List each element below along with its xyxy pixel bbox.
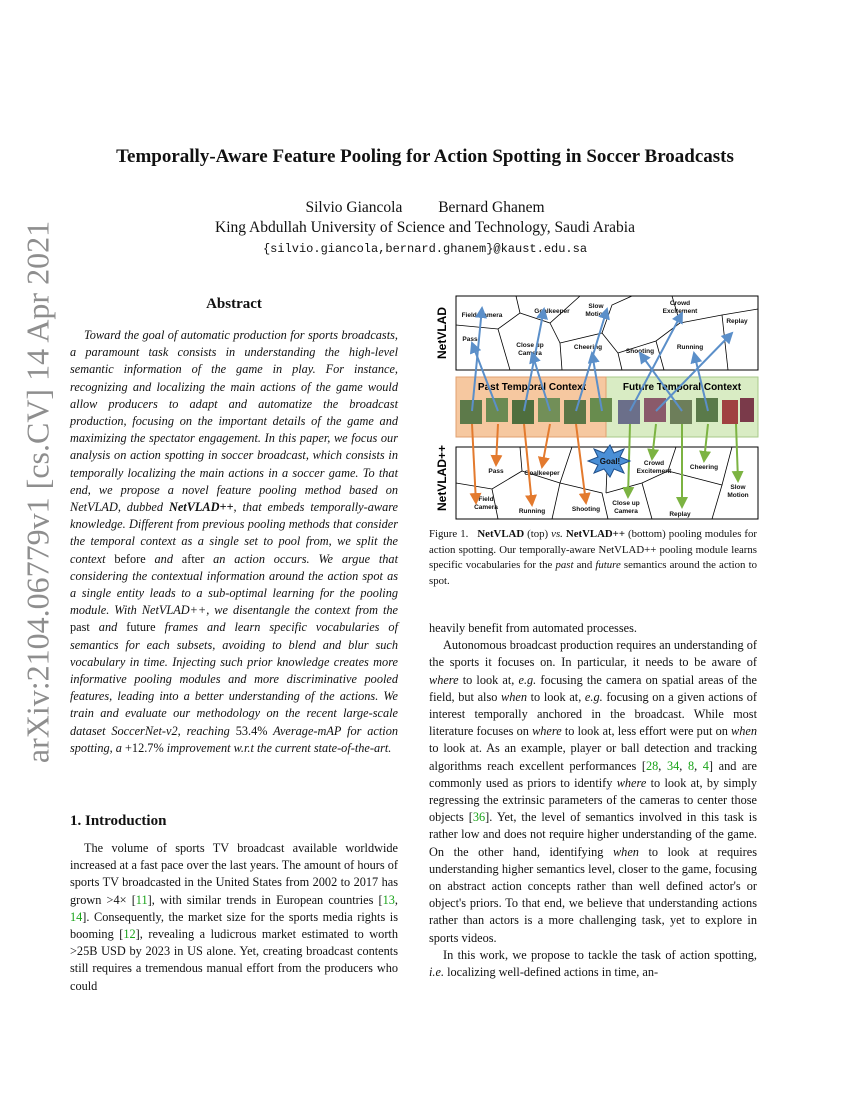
citation-link[interactable]: 8 (687, 758, 695, 773)
netvlad-vocab-box (456, 296, 758, 370)
cell-label: Running (676, 344, 704, 351)
paper-title: Temporally-Aware Feature Pooling for Action Spotting in Soccer Broadcasts (116, 146, 734, 167)
citation-link[interactable]: 4 (702, 758, 709, 773)
author-name: Bernard Ghanem (438, 199, 545, 216)
cell-label: Shooting (625, 348, 655, 355)
citation-link[interactable]: 34 (666, 758, 680, 773)
arxiv-stamp (18, 220, 58, 764)
cell-label: Shooting (571, 506, 601, 513)
cell-label: Pass (462, 336, 478, 343)
citation-link[interactable]: 36 (472, 810, 486, 825)
cell-label: Close up (516, 342, 544, 349)
abstract-body: Toward the goal of automatic production for sports broadcasts, a paramount task consists in understanding the high-level semantic information of the game in play. For instance, recognizing and localizing the main actions of the game would allow producers to adapt and automatize the broadcast production, focusing on the important details of the game and maximizing the spectator engagement. In this paper, we focus our analysis on action spotting in soccer broadcast, which consists in temporally localizing the main actions in a soccer game. To that end, we propose a novel feature pooling method based on NetVLAD, dubbed NetVLAD++, that embeds temporally-aware knowledge. Different from previous pooling methods that consider the temporal context as a single set to pool from, we split the context before and after an action occurs. We argue that considering the contextual information around the action spot as a single entity leads to a sub-optimal learning for the pooling module. With NetVLAD++, we disentangle the context from the past and future frames and learn specific vocabularies of semantics for each subsets, avoiding to blend and blur such vocabulary in time. Injecting such prior knowledge creates more informative pooling modules and more discriminative pooled features, leading into a better understanding of the actions. We train and evaluate our methodology on the recent large-scale dataset SoccerNet-v2, reaching 53.4% Average-mAP for action spotting, a +12.7% improvement w.r.t the current state-of-the-art. (70, 328, 399, 755)
citation-link[interactable]: 11 (135, 892, 148, 907)
cell-label: Replay (669, 511, 691, 518)
cell-label: Close up (612, 500, 640, 507)
goal-label: Goal! (599, 457, 621, 466)
cell-label: Slow (588, 303, 604, 310)
past-context-label: Past Temporal Context (477, 382, 587, 393)
author-list (0, 199, 850, 217)
abstract-heading: Abstract (206, 296, 262, 312)
arxiv-stamp-text: arXiv:2104.06779v1 [cs.CV] 14 Apr 2021 (19, 220, 56, 764)
affiliation: King Abdullah University of Science and Technology, Saudi Arabia (215, 219, 635, 236)
email: {silvio.giancola,bernard.ghanem}@kaust.edu.sa (262, 242, 588, 256)
cell-label: Camera (614, 508, 638, 515)
cell-label: Motion (585, 311, 607, 318)
carry-over-text: heavily benefit from automated processes. (429, 621, 637, 635)
cell-label: Slow (730, 484, 746, 491)
cell-label: Motion (727, 492, 749, 499)
cell-label: Replay (726, 318, 748, 325)
cell-label: Excitement (636, 468, 672, 475)
cell-label: Cheering (689, 464, 719, 471)
citation-link[interactable]: 28 (646, 758, 659, 773)
cell-label: Crowd (643, 460, 665, 467)
cell-label: Goalkeeper (524, 470, 560, 477)
citation-link[interactable]: 13 (382, 892, 395, 907)
cell-label: Pass (488, 468, 504, 475)
figure-1 (432, 293, 762, 523)
cell-label: Camera (518, 350, 542, 357)
cell-label: Goalkeeper (534, 308, 570, 315)
cell-label: Running (518, 508, 546, 515)
cell-label: Field Camera (461, 312, 503, 319)
introduction-body: The volume of sports TV broadcast available worldwide increased at a fast pace over the last years. The amount of hours of sports TV broadcasted in the United States from 2002 to 2017 has grown >4× [11], with similar trends in European countries [13, 14]. Consequently, the market size for the sports media rights is booming [12], revealing a ludicrous market estimated to worth >25B USD by 2023 in US alone. Yet, creating broadcast contents still requires a tremendous manual effort from the producers who could (70, 841, 398, 993)
video-frames (460, 398, 754, 424)
author-name: Silvio Giancola (305, 199, 403, 216)
section-heading-introduction: 1. Introduction (70, 813, 167, 829)
cell-label: Camera (474, 504, 498, 511)
citation-link[interactable]: 12 (123, 927, 136, 942)
right-column-body: heavily benefit from automated processes. Autonomous broadcast production requires an understanding of the sports it focuses on. In particular, it needs to be aware of where to look at, e.g. focusing the camera on spatial areas of the field, but also when to look at, e.g. focusing on a given actions of interest temporally anchored in the broadcast. While most literature focuses on where to look at, less effort were put on when to look at. As an example, player or ball detection and tracking algorithms reach excellent performances [28, 34, 8, 4] and are commonly used as priors to identify where to look at, by simply regressing the extrinsic parameters of the cameras to center those objects [36]. Yet, the level of semantics involved in this task is rather low and does not require higher understanding of the game. On the other hand, identifying when to look at requires understanding higher semantics level, closer to the game, focusing on abstract action concepts rather than well defined actor's or object's priors. To that end, we believe that understanding actions rather than actors is a more challenging task, yet to explore in sports videos. In this work, we propose to tackle the task of action spotting, i.e. localizing well-defined actions in time, an- (429, 621, 758, 980)
future-context-label: Future Temporal Context (622, 382, 742, 393)
cell-label: Cheering (573, 344, 603, 351)
cell-label: Crowd (669, 300, 691, 307)
figure-caption: Figure 1. NetVLAD (top) vs. NetVLAD++ (bottom) pooling modules for action spotting. Our temporally-aware NetVLAD++ pooling module learns specific vocabularies for the past and future semantics around the action to spot. (429, 528, 757, 587)
netvlad-label: NetVLAD (435, 306, 449, 360)
netvladpp-label: NetVLAD++ (435, 444, 449, 512)
cell-label: Field (478, 496, 494, 503)
citation-link[interactable]: 14 (70, 909, 83, 924)
cell-label: Excitement (662, 308, 698, 315)
